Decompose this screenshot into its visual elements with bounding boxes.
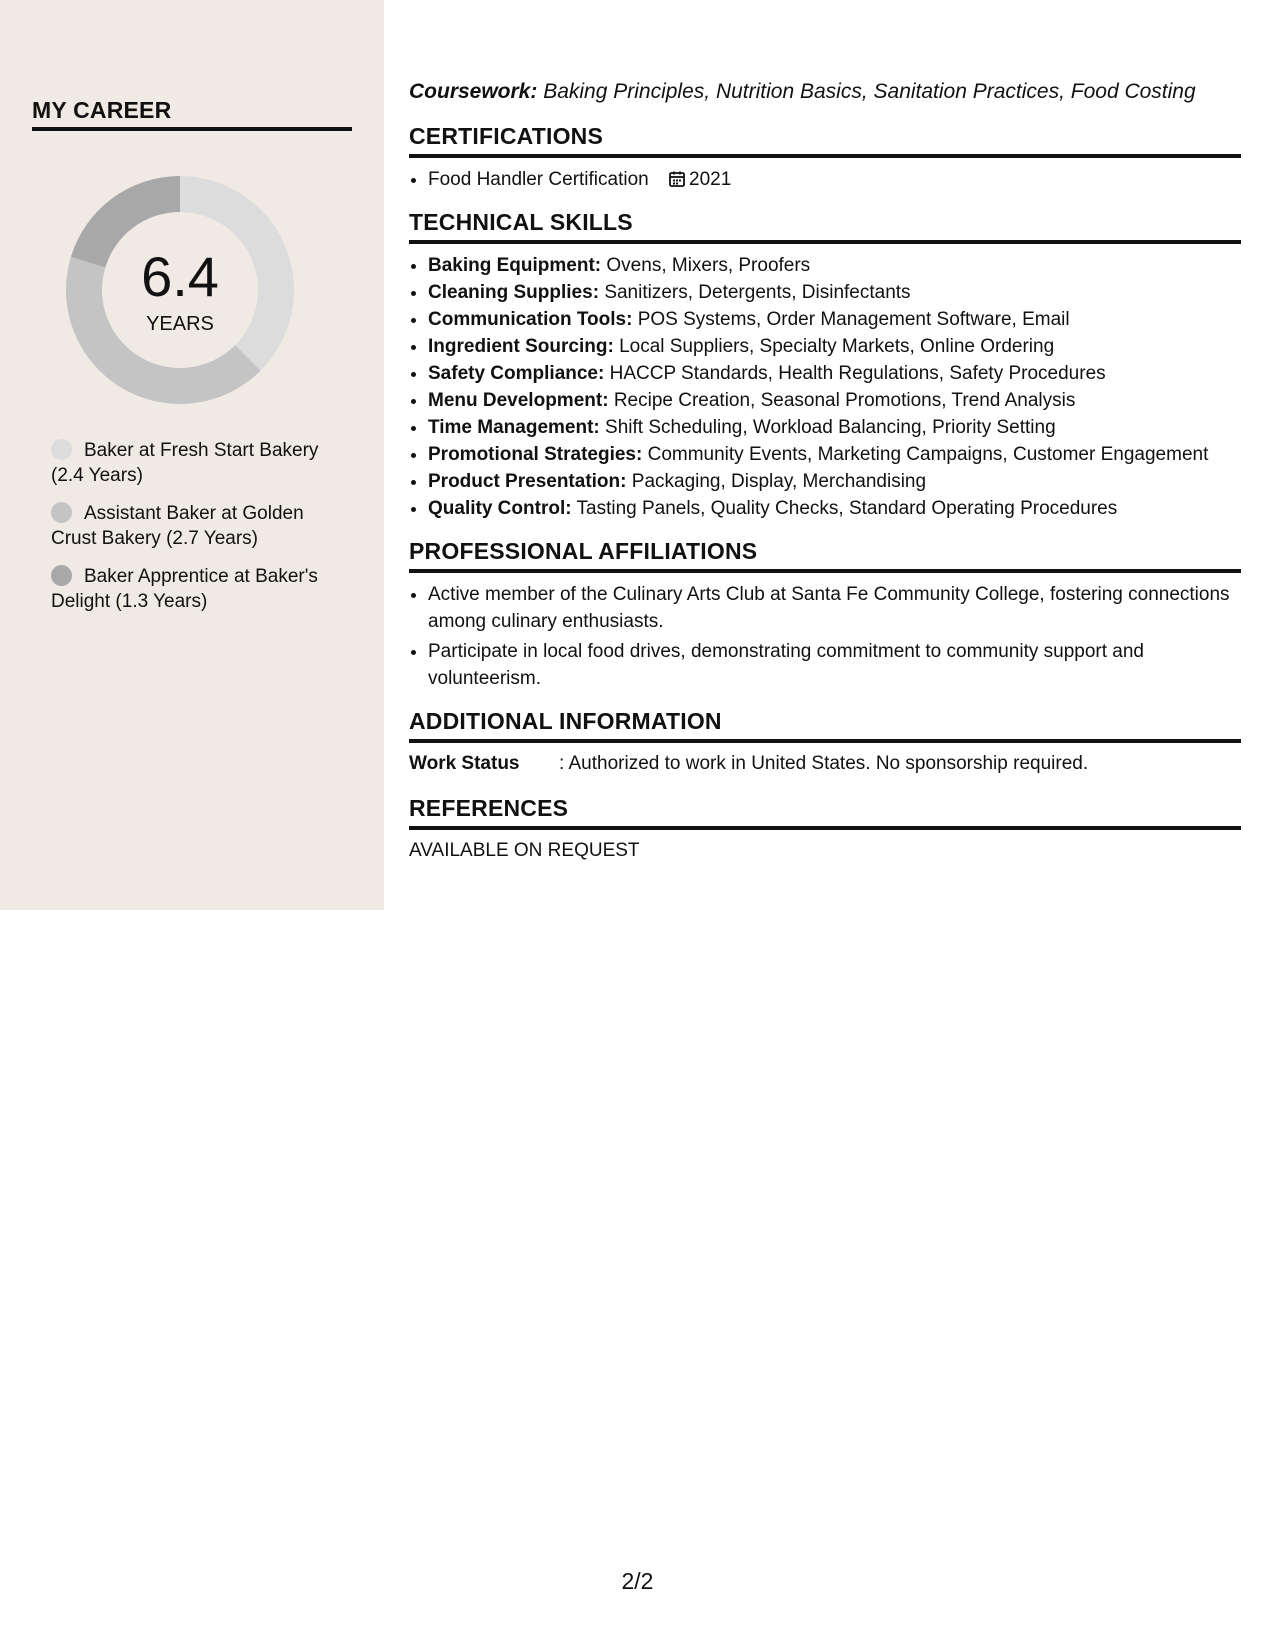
coursework-label: Coursework: [409,80,538,103]
skill-label: Baking Equipment: [428,255,602,276]
list-item [428,360,1241,387]
list-item [428,387,1241,414]
career-total-years: 6.4 [141,245,219,308]
certifications-list [409,166,1241,193]
skill-text: Packaging, Display, Merchandising [631,471,927,492]
list-item [428,166,1241,193]
skill-label: Safety Compliance: [428,363,605,384]
career-legend [51,438,321,627]
list-item [428,306,1241,333]
main-content [409,76,1241,864]
skill-text: Ovens, Mixers, Proofers [606,255,811,276]
legend-label: Assistant Baker at Golden Crust Bakery (2.7 Years) [51,503,304,549]
work-status-row [409,751,1241,777]
affiliations-list [409,581,1241,692]
career-sidebar [0,0,384,910]
list-item [428,468,1241,495]
work-status-value: : Authorized to work in United States. No sponsorship required. [559,753,1089,774]
skill-label: Ingredient Sourcing: [428,336,614,357]
skills-list [409,252,1241,522]
career-total-unit: YEARS [146,313,214,335]
legend-dot-icon [51,565,72,586]
skill-text: POS Systems, Order Management Software, Email [637,309,1070,330]
skill-label: Cleaning Supplies: [428,282,600,303]
additional-info-heading: ADDITIONAL INFORMATION [409,706,1241,743]
skill-label: Communication Tools: [428,309,633,330]
list-item [428,252,1241,279]
skill-label: Time Management: [428,417,600,438]
calendar-icon [668,170,686,188]
affiliations-heading: PROFESSIONAL AFFILIATIONS [409,536,1241,573]
certification-year: 2021 [689,169,732,190]
legend-dot-icon [51,502,72,523]
work-status-label: Work Status [409,753,520,774]
skill-text: Local Suppliers, Specialty Markets, Online Ordering [619,336,1055,357]
certification-name: Food Handler Certification [428,169,649,190]
skill-text: Recipe Creation, Seasonal Promotions, Trend Analysis [613,390,1076,411]
list-item [428,495,1241,522]
list-item [428,279,1241,306]
list-item [428,441,1241,468]
list-item [428,333,1241,360]
career-title: MY CAREER [32,97,352,131]
legend-dot-icon [51,439,72,460]
legend-item [51,438,321,488]
skill-text: Sanitizers, Detergents, Disinfectants [604,282,911,303]
list-item: • Active member of the Culinary Arts Club at Santa Fe Community College, fostering connections among culinary enthusiasts. [428,581,1241,635]
references-text: AVAILABLE ON REQUEST [409,840,640,861]
coursework-text: Baking Principles, Nutrition Basics, Sanitation Practices, Food Costing [543,80,1196,103]
certification-date [668,169,731,190]
legend-item [51,501,321,551]
skill-text: Shift Scheduling, Workload Balancing, Priority Setting [605,417,1056,438]
page-number: 2/2 [621,1568,654,1594]
skill-text: HACCP Standards, Health Regulations, Safety Procedures [609,363,1106,384]
references-heading: REFERENCES [409,793,1241,830]
legend-label: Baker at Fresh Start Bakery (2.4 Years) [51,440,319,486]
list-item: • Participate in local food drives, demonstrating commitment to community support and volunteerism. [428,638,1241,692]
legend-label: Baker Apprentice at Baker's Delight (1.3 Years) [51,566,318,612]
list-item [428,414,1241,441]
skills-heading: TECHNICAL SKILLS [409,207,1241,244]
skill-label: Menu Development: [428,390,609,411]
skill-label: Promotional Strategies: [428,444,643,465]
legend-item [51,564,321,614]
certifications-heading: CERTIFICATIONS [409,121,1241,158]
skill-text: Tasting Panels, Quality Checks, Standard Operating Procedures [576,498,1118,519]
skill-label: Product Presentation: [428,471,627,492]
coursework-line [409,76,1241,108]
skill-text: Community Events, Marketing Campaigns, Customer Engagement [647,444,1209,465]
skill-label: Quality Control: [428,498,572,519]
